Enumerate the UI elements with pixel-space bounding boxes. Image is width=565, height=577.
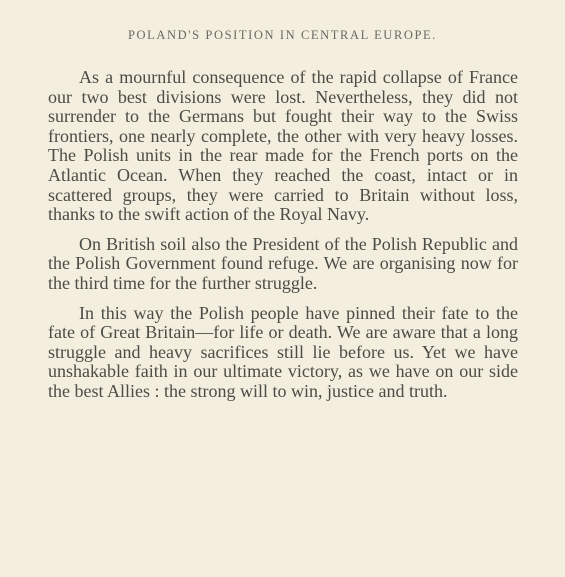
running-head: POLAND'S POSITION IN CENTRAL EUROPE. (127, 28, 438, 42)
paragraph: On British soil also the President of the Polish Republic and the Polish Government found refuge. We are organising now for the third time for the further struggle. (48, 233, 518, 293)
paragraph: In this way the Polish people have pinned their fate to the fate of Great Britain—for life or death. We are aware that a long struggle and heavy sacrifices still lie before us. Yet we have unshakable faith in our ultimate victory, as we have on our side the best Allies : the strong will to win, justice and truth. (48, 302, 518, 401)
paragraph: As a mournful consequence of the rapid collapse of France our two best divisions were lost. Nevertheless, they did not surrender to the Germans but fought their way to the Swiss frontiers, one nearly complete, the other with very heavy losses. The Polish units in the rear made for the French ports on the Atlantic Ocean. When they reached the coast, intact or in scattered groups, they were carried to Britain without loss, thanks to the swift action of the Royal Navy. (48, 67, 518, 225)
body-text (48, 68, 518, 402)
